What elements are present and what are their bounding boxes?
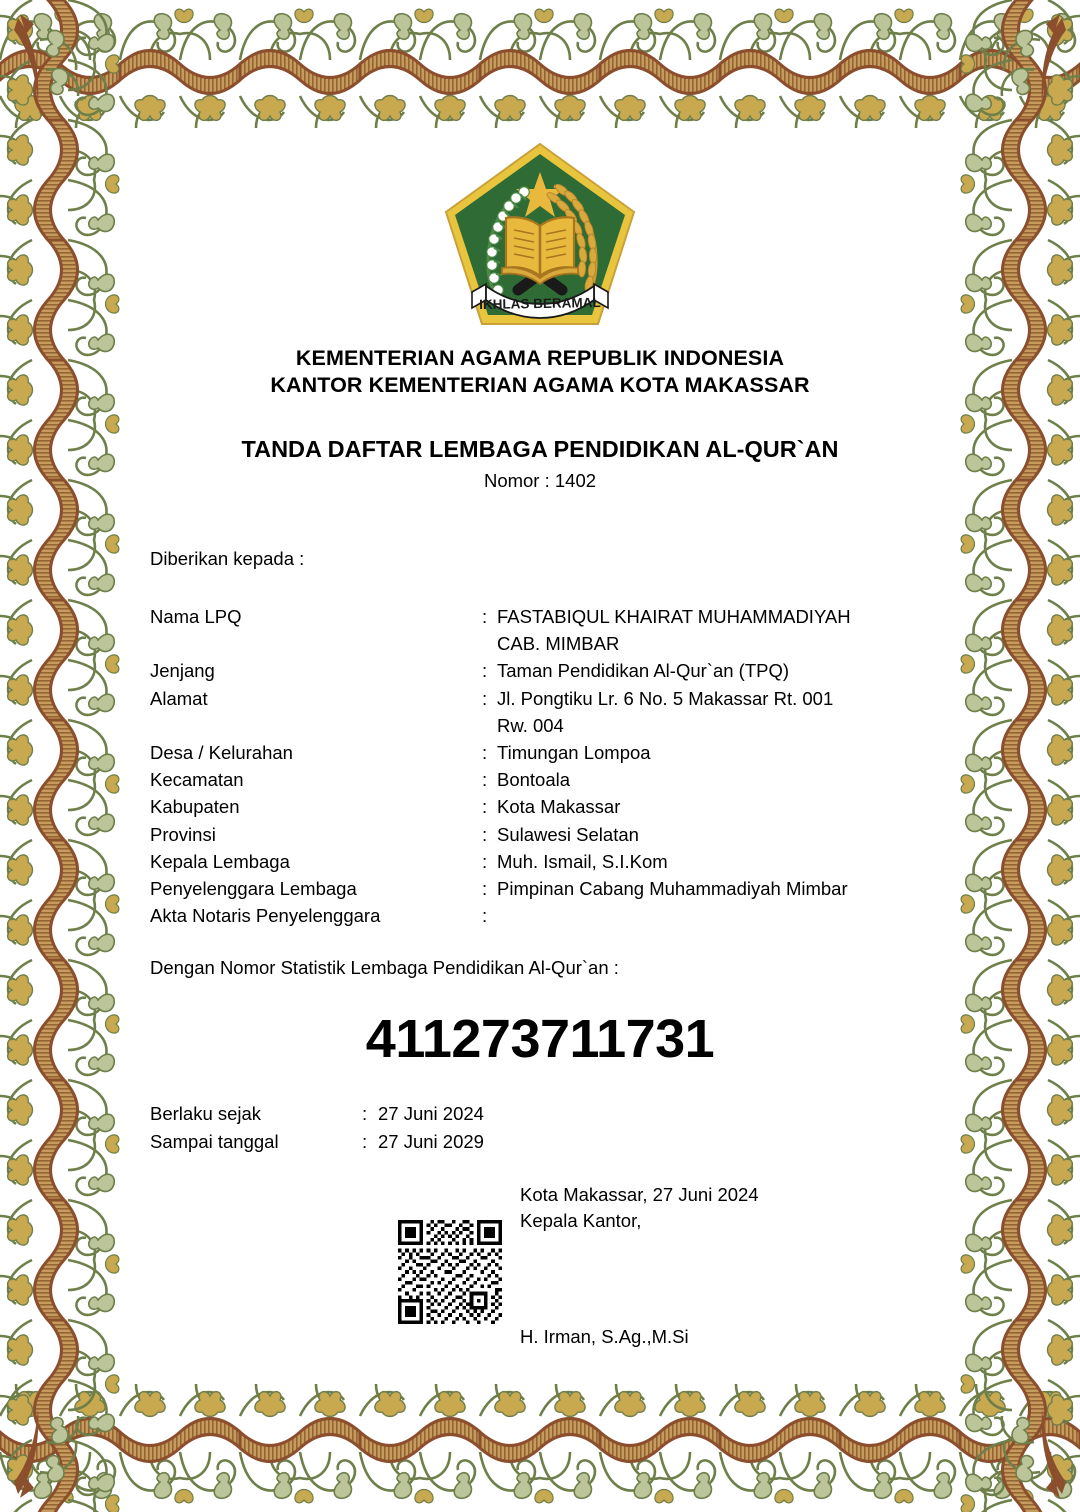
emblem-motto: IKHLAS BERAMAL <box>479 294 601 313</box>
field-label: Penyelenggara Lembaga <box>150 878 357 900</box>
field-colon: : <box>482 850 488 872</box>
validity-value: 27 Juni 2029 <box>378 1131 484 1152</box>
field-label: Desa / Kelurahan <box>150 742 293 764</box>
field-label: Kabupaten <box>150 796 240 818</box>
field-colon: : <box>482 769 488 791</box>
field-row <box>150 766 950 793</box>
kemenag-logo-icon <box>442 140 638 330</box>
field-value <box>497 685 950 739</box>
validity-value: 27 Juni 2024 <box>378 1103 484 1124</box>
field-row <box>150 902 950 929</box>
field-label: Jenjang <box>150 660 215 682</box>
field-colon: : <box>482 742 488 764</box>
validity-row <box>150 1128 750 1156</box>
field-value: Kota Makassar <box>497 796 621 818</box>
field-value: Taman Pendidikan Al-Qur`an (TPQ) <box>497 660 790 682</box>
field-row <box>150 657 950 684</box>
organization-heading <box>0 345 1080 399</box>
field-value: Pimpinan Cabang Muhammadiyah Mimbar <box>497 878 848 900</box>
field-value-continuation: Rw. 004 <box>497 714 564 736</box>
signature-position: Kepala Kantor, <box>520 1210 642 1231</box>
statistic-number-label: Dengan Nomor Statistik Lembaga Pendidikan Al-Qur`an : <box>150 957 619 978</box>
signature-place-date: Kota Makassar, 27 Juni 2024 <box>520 1184 759 1205</box>
field-colon: : <box>482 905 488 927</box>
field-row <box>150 793 950 820</box>
field-colon: : <box>482 687 488 709</box>
validity-colon: : <box>362 1103 368 1124</box>
field-value: Muh. Ismail, S.I.Kom <box>497 850 668 872</box>
validity-list <box>150 1100 750 1156</box>
field-label: Kecamatan <box>150 769 244 791</box>
field-colon: : <box>482 796 488 818</box>
field-row <box>150 685 950 739</box>
field-value: Sulawesi Selatan <box>497 823 639 845</box>
field-row <box>150 603 950 657</box>
field-value-line: FASTABIQUL KHAIRAT MUHAMMADIYAH <box>497 606 851 627</box>
document-number: Nomor : 1402 <box>483 470 597 491</box>
given-to-label: Diberikan kepada : <box>150 548 305 569</box>
field-value-line: Jl. Pongtiku Lr. 6 No. 5 Makassar Rt. 001 <box>497 687 834 709</box>
qr-code <box>398 1218 502 1326</box>
ministry-name: KEMENTERIAN AGAMA REPUBLIK INDONESIA <box>295 346 785 370</box>
field-colon: : <box>482 878 488 900</box>
field-label: Provinsi <box>150 823 216 845</box>
field-value: Timungan Lompoa <box>497 742 651 764</box>
office-name: KANTOR KEMENTERIAN AGAMA KOTA MAKASSAR <box>270 373 810 397</box>
validity-colon: : <box>362 1131 368 1152</box>
field-label: Akta Notaris Penyelenggara <box>150 905 381 927</box>
field-row <box>150 739 950 766</box>
field-row <box>150 821 950 848</box>
field-label: Nama LPQ <box>150 606 242 627</box>
field-value: Bontoala <box>497 769 571 791</box>
signatory-name: H. Irman, S.Ag.,M.Si <box>520 1326 689 1347</box>
field-row <box>150 875 950 902</box>
signature-block <box>520 1182 960 1234</box>
validity-row <box>150 1100 750 1128</box>
page-title: TANDA DAFTAR LEMBAGA PENDIDIKAN AL-QUR`AN <box>241 436 839 462</box>
field-label: Alamat <box>150 687 208 709</box>
field-list <box>150 603 950 929</box>
validity-label: Berlaku sejak <box>150 1103 262 1124</box>
field-colon: : <box>482 823 488 845</box>
field-label: Kepala Lembaga <box>150 850 290 872</box>
field-value-continuation: CAB. MIMBAR <box>497 633 620 655</box>
validity-label: Sampai tanggal <box>150 1131 279 1152</box>
field-row <box>150 848 950 875</box>
field-value <box>497 603 950 657</box>
statistic-number: 411273711731 <box>365 1009 715 1069</box>
field-colon: : <box>482 660 488 682</box>
field-colon: : <box>482 606 488 627</box>
